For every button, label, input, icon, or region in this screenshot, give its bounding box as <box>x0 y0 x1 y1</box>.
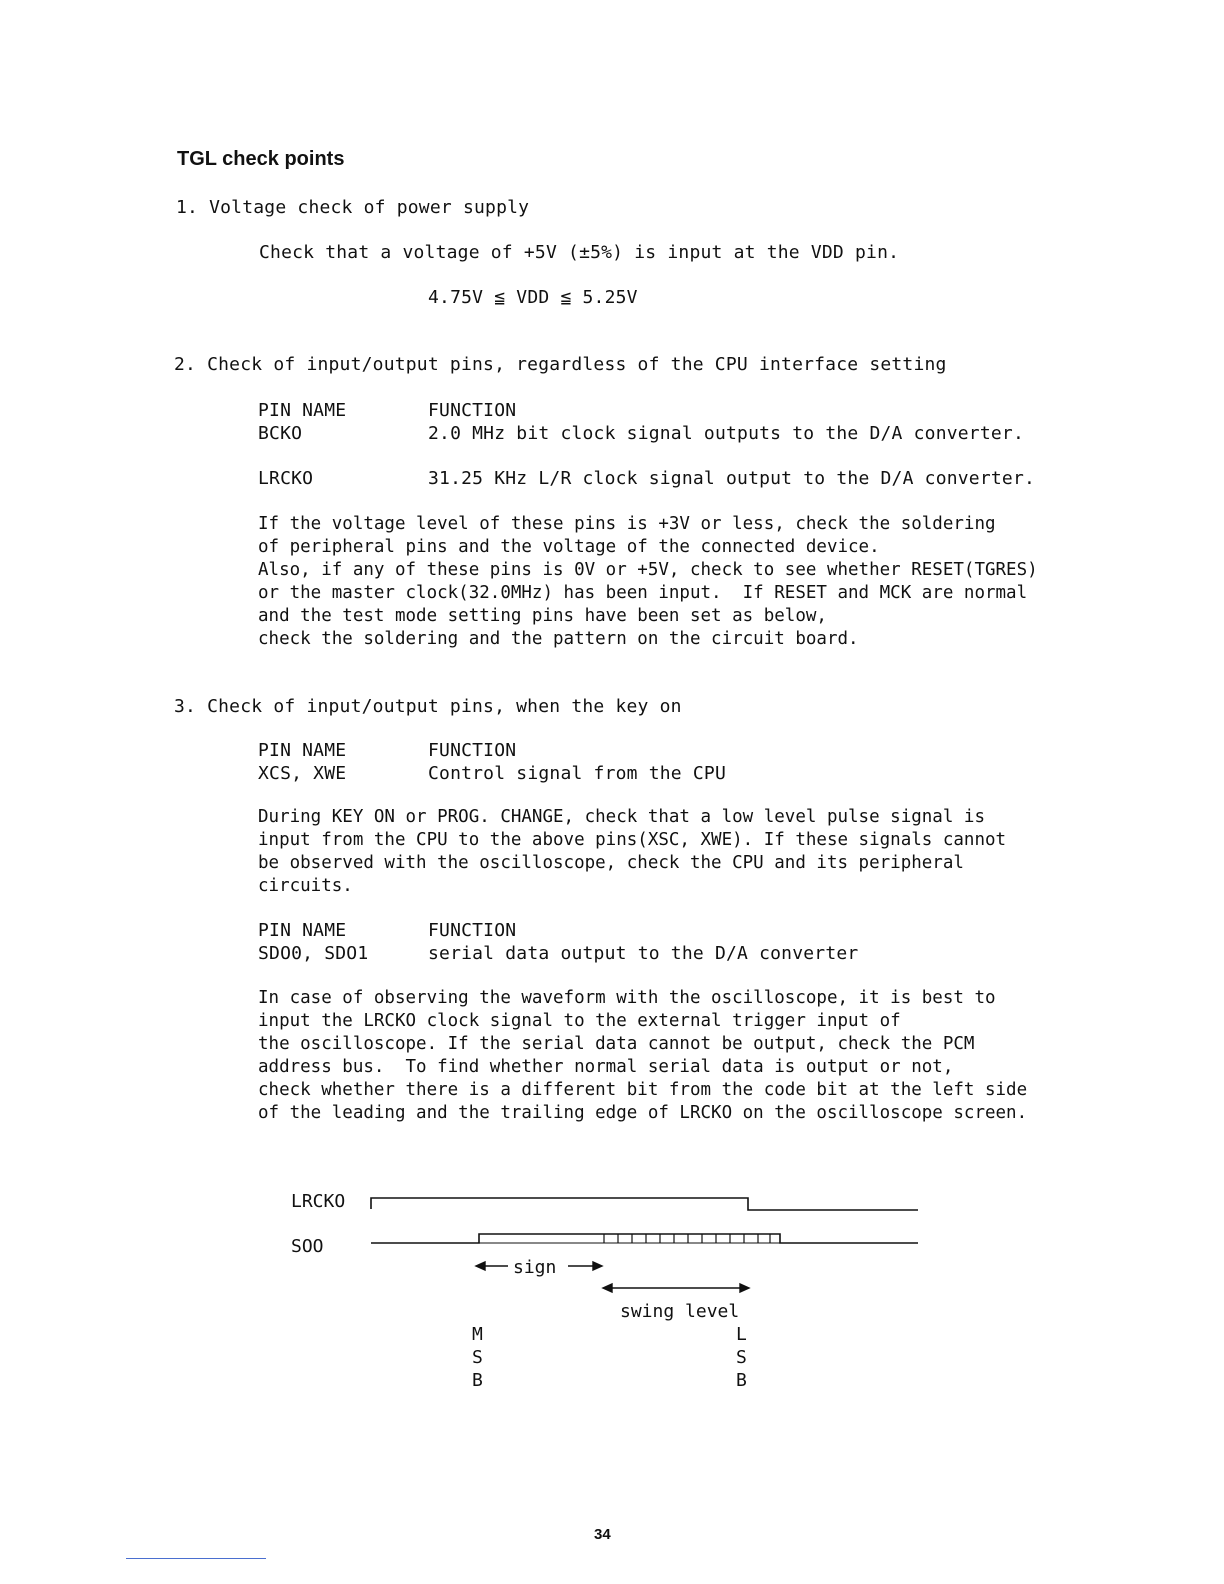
msb-label: B <box>472 1370 483 1391</box>
section-2-paragraph: If the voltage level of these pins is +3V or less, check the soldering of peripheral pins and the voltage of the connected device. Also, if any of these pins is 0V or +5V, check to see whether RESET(TGRES) or the master clock(32.0MHz) has been input. If RESET and MCK are normal and the test mode setting pins have been set as below, check the soldering and the pattern on the circuit board. <box>258 514 1038 649</box>
function-header: FUNCTION <box>428 740 517 761</box>
lrcko-signal-label: LRCKO <box>291 1191 346 1212</box>
function-cell: serial data output to the D/A converter <box>428 943 859 964</box>
section-3-heading: 3. Check of input/output pins, when the key on <box>174 696 682 717</box>
pin-name-cell: BCKO <box>258 423 303 444</box>
soo-bit-cells <box>604 1234 770 1243</box>
pin-name-header: PIN NAME <box>258 740 347 761</box>
msb-label: M <box>472 1324 483 1345</box>
pin-name-header: PIN NAME <box>258 920 347 941</box>
pin-name-cell: SDO0, SDO1 <box>258 943 369 964</box>
function-header: FUNCTION <box>428 400 517 421</box>
voltage-formula: 4.75V ≦ VDD ≦ 5.25V <box>428 287 638 308</box>
msb-label: S <box>472 1347 483 1368</box>
section-1-text: Check that a voltage of +5V (±5%) is input at the VDD pin. <box>259 242 900 263</box>
sign-label: sign <box>513 1257 557 1278</box>
page-number: 34 <box>594 1526 611 1543</box>
function-header: FUNCTION <box>428 920 517 941</box>
soo-signal-label: SOO <box>291 1236 324 1257</box>
function-cell: 2.0 MHz bit clock signal outputs to the D/A converter. <box>428 423 1024 444</box>
function-cell: 31.25 KHz L/R clock signal output to the D/A converter. <box>428 468 1036 489</box>
section-3-paragraph-2: In case of observing the waveform with the oscilloscope, it is best to input the LRCKO clock signal to the external trigger input of the oscilloscope. If the serial data cannot be output, check the PCM address bus. To find whether normal serial data is output or not, check whether there is a different bit from the code bit at the left side of the leading and the trailing edge of LRCKO on the oscilloscope screen. <box>258 988 1028 1123</box>
timing-diagram <box>0 1180 1224 1440</box>
section-1-heading: 1. Voltage check of power supply <box>176 197 530 218</box>
section-2-heading: 2. Check of input/output pins, regardless of the CPU interface setting <box>174 354 947 375</box>
pin-name-cell: XCS, XWE <box>258 763 347 784</box>
function-cell: Control signal from the CPU <box>428 763 726 784</box>
page-title: TGL check points <box>177 148 345 170</box>
pin-name-header: PIN NAME <box>258 400 347 421</box>
section-3-paragraph-1: During KEY ON or PROG. CHANGE, check that a low level pulse signal is input from the CPU to the above pins(XSC, XWE). If these signals cannot be observed with the oscilloscope, check the CPU and its peripheral circuits. <box>258 807 1007 896</box>
pin-name-cell: LRCKO <box>258 468 314 489</box>
swing-level-label: swing level <box>620 1301 740 1322</box>
lrcko-waveform <box>371 1198 918 1210</box>
soo-waveform <box>371 1234 918 1243</box>
lsb-label: L <box>736 1324 747 1345</box>
lsb-label: S <box>736 1347 747 1368</box>
footer-divider <box>126 1558 266 1559</box>
swing-level-arrow <box>603 1284 749 1292</box>
lsb-label: B <box>736 1370 747 1391</box>
